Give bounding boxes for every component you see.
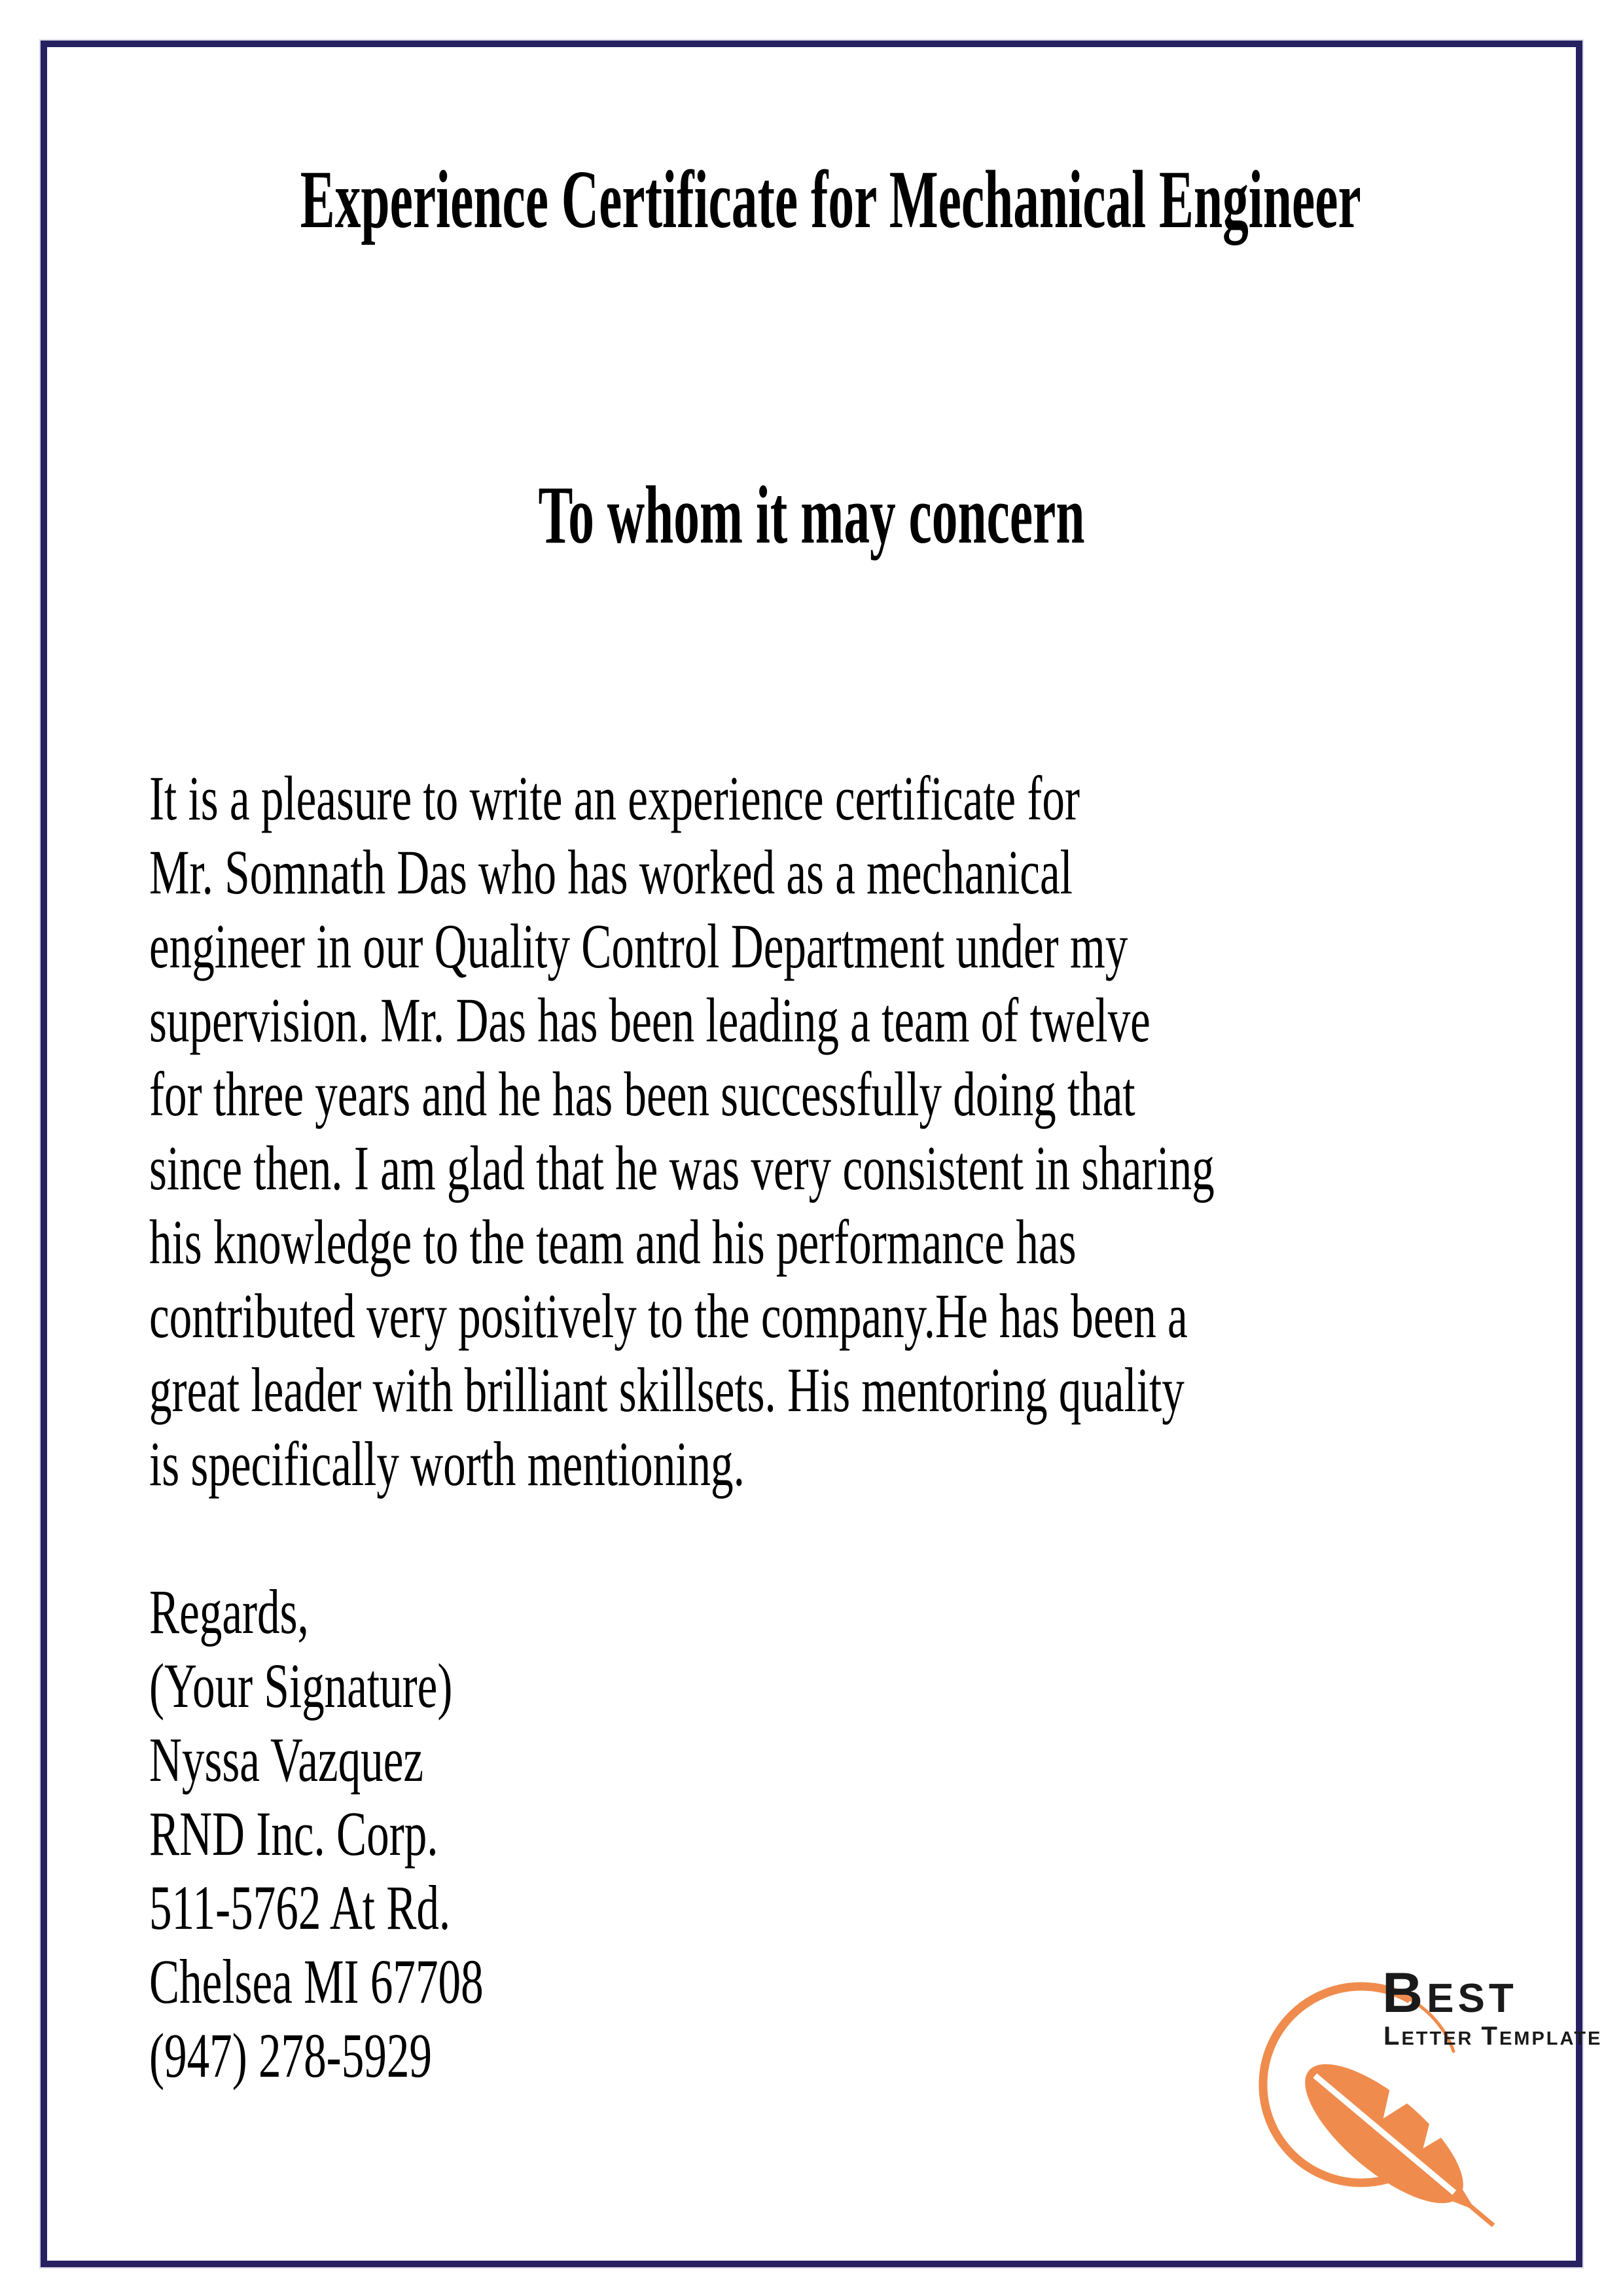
address-street: 511-5762 At Rd.	[149, 1873, 451, 1943]
body-line: his knowledge to the team and his performance has	[149, 1207, 1077, 1277]
closing-regards: Regards,	[149, 1577, 309, 1647]
body-line: supervision. Mr. Das has been leading a team of twelve	[149, 985, 1150, 1055]
brand-sub-initial: L	[1383, 2022, 1402, 2051]
brand-subtitle	[1383, 2023, 1602, 2049]
body-line: great leader with brilliant skillsets. His mentoring quality	[149, 1355, 1185, 1425]
brand-initial: B	[1382, 1962, 1427, 2024]
brand-sub-initial: T	[1481, 2022, 1499, 2051]
body-line: Mr. Somnath Das who has worked as a mechanical	[149, 837, 1073, 907]
feather-icon	[1285, 2037, 1522, 2231]
company-name: RND Inc. Corp.	[149, 1799, 438, 1869]
brand-sub-rest: ETTER	[1401, 2028, 1474, 2049]
brand-wordmark	[1382, 1962, 1518, 2024]
signer-name: Nyssa Vazquez	[149, 1725, 424, 1795]
letter-body	[149, 761, 1374, 1501]
body-line: contributed very positively to the company.He has been a	[149, 1281, 1188, 1351]
body-line: It is a pleasure to write an experience certificate for	[149, 763, 1080, 833]
brand-sub-rest: EMPLATE	[1499, 2028, 1603, 2049]
body-line: for three years and he has been successfully doing that	[149, 1059, 1135, 1129]
address-city: Chelsea MI 67708	[149, 1946, 484, 2017]
body-line: engineer in our Quality Control Department under my	[149, 911, 1128, 981]
body-line: since then. I am glad that he was very consistent in sharing	[149, 1133, 1215, 1203]
phone-number: (947) 278-5929	[149, 2020, 432, 2090]
salutation-line: To whom it may concern	[538, 470, 1085, 561]
document-title: Experience Certificate for Mechanical Engineer	[300, 154, 1361, 245]
signature-placeholder: (Your Signature)	[149, 1651, 453, 1721]
brand-rest: EST	[1427, 1976, 1518, 2021]
signature-block	[149, 1575, 1374, 2092]
body-line: is specifically worth mentioning.	[149, 1429, 745, 1499]
